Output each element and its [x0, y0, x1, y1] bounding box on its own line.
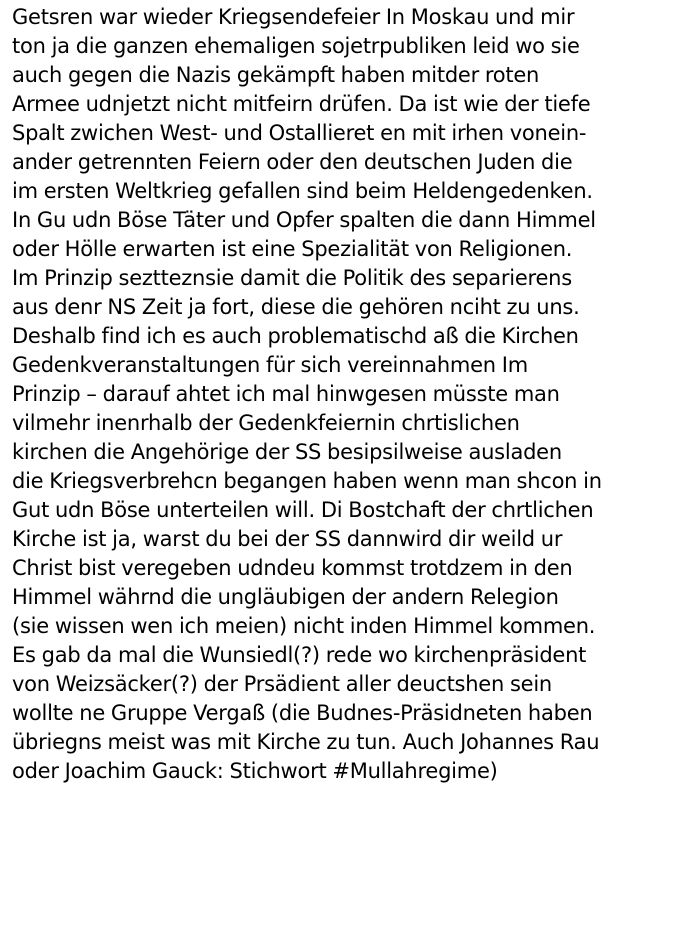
- text-line: Deshalb find ich es auch problematischd aß die Kirchen: [12, 324, 579, 348]
- text-line: oder Joachim Gauck: Stichwort #Mullahregime): [12, 759, 498, 783]
- text-line: Spalt zwichen West- und Ostallieret en mit irhen vonein-: [12, 121, 587, 145]
- text-line: kirchen die Angehörige der SS besipsilweise ausladen: [12, 440, 562, 464]
- text-line: wollte ne Gruppe Vergaß (die Budnes-Präsidneten haben: [12, 701, 593, 725]
- text-line: (sie wissen wen ich meien) nicht inden Himmel kommen.: [12, 614, 596, 638]
- body-text: [12, 3, 680, 786]
- text-line: im ersten Weltkrieg gefallen sind beim Heldengedenken.: [12, 179, 593, 203]
- text-line: Christ bist veregeben udndeu kommst trotdzem in den: [12, 556, 573, 580]
- text-line: In Gu udn Böse Täter und Opfer spalten die dann Himmel: [12, 208, 596, 232]
- text-line: Gut udn Böse unterteilen will. Di Bostchaft der chrtlichen: [12, 498, 594, 522]
- text-line: Im Prinzip seztteznsie damit die Politik des separierens: [12, 266, 572, 290]
- text-line: auch gegen die Nazis gekämpft haben mitder roten: [12, 63, 540, 87]
- text-line: aus denr NS Zeit ja fort, diese die gehören nciht zu uns.: [12, 295, 580, 319]
- text-line: Es gab da mal die Wunsiedl(?) rede wo kirchenpräsident: [12, 643, 587, 667]
- text-line: vilmehr inenrhalb der Gedenkfeiernin chrtislichen: [12, 411, 520, 435]
- text-line: übriegns meist was mit Kirche zu tun. Auch Johannes Rau: [12, 730, 600, 754]
- text-line: ton ja die ganzen ehemaligen sojetrpubliken leid wo sie: [12, 34, 580, 58]
- text-line: Armee udnjetzt nicht mitfeirn drüfen. Da ist wie der tiefe: [12, 92, 591, 116]
- text-line: die Kriegsverbrehcn begangen haben wenn man shcon in: [12, 469, 602, 493]
- text-line: Himmel währnd die ungläubigen der andern Relegion: [12, 585, 559, 609]
- text-line: Kirche ist ja, warst du bei der SS dannwird dir weild ur: [12, 527, 563, 551]
- text-line: Gedenkveranstaltungen für sich vereinnahmen Im: [12, 353, 528, 377]
- text-line: Getsren war wieder Kriegsendefeier In Moskau und mir: [12, 5, 575, 29]
- text-line: oder Hölle erwarten ist eine Spezialität von Religionen.: [12, 237, 573, 261]
- text-line: von Weizsäcker(?) der Prsädient aller deuctshen sein: [12, 672, 552, 696]
- text-line: Prinzip – darauf ahtet ich mal hinwgesen müsste man: [12, 382, 560, 406]
- text-line: ander getrennten Feiern oder den deutschen Juden die: [12, 150, 573, 174]
